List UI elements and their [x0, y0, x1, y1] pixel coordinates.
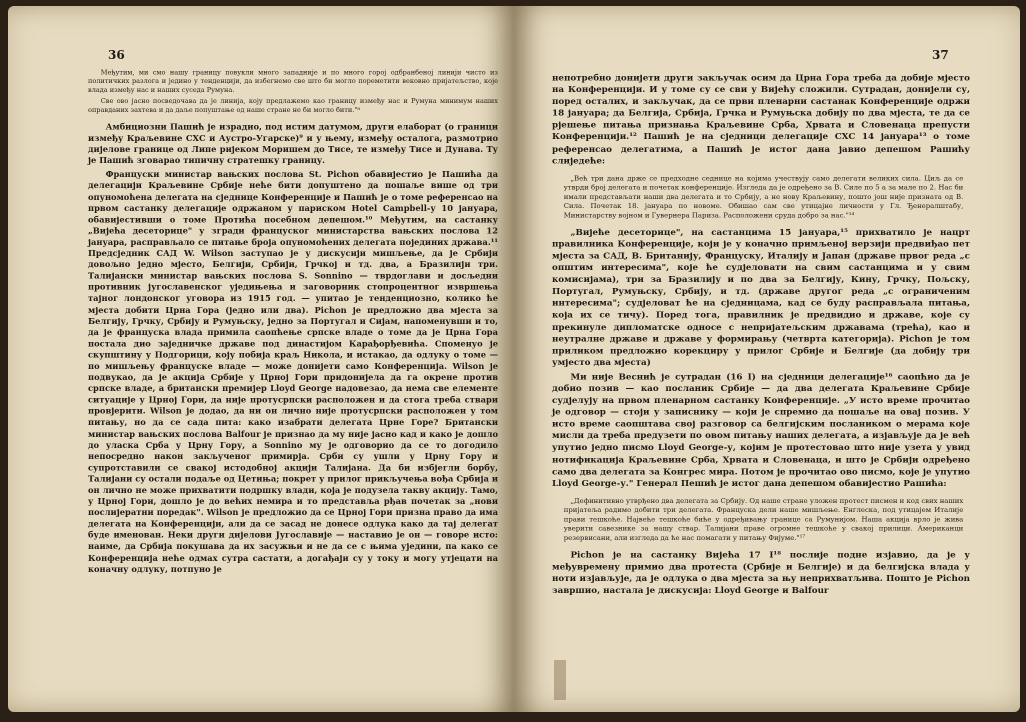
right-body-top — [552, 72, 970, 167]
quote-paragraph: „Већ три дана држе се предходне седнице на којима учествују само делегати великих сила. Циљ да се утврди број делегата и почетак конференције. Изгледа да је одређено за В. Силе по 5 а за мале по 2. Нас би имали представљати наши два делегата и то Србију, а не нову Краљевину, пошто још није призната од В. Сила. Почетак 18. јануара по новоме. Обишао сам све утицајне личности у Гл. Ђенералштабу, Министарству војном и Гувернера Париза. Расположени сруда добро за нас."¹⁴ — [563, 173, 964, 219]
body-paragraph: Ми није Веснић је сутрадан (16 I) на сједници делегације¹⁶ саопћио да је добио позив — као посланик Србије — да два делегата Краљевине Србије судјелују на првом пленарном састанку Конференције. „У исто време прочитао је одговор — стоји у записнику — који је спремио да пошаље на овај позив. У исто време саопштава свој разговор са белгијским послаником о мерама које мисли да треба предузети по овом питању наших делегата, а изјављује да је већ упутио једно писмо Lloyd George-у, којим је протестовао што није узета у увид нотификација Краљевине Срба, Хрвата и Словенаца, и што је Србији одређено само два делегата за Конгрес мира. Потом је прочитао ово писмо, које је упутио Lloyd George-у." Генерал Пешић је истог дана депешом обавијестио Рашића: — [552, 371, 970, 489]
right-body-bottom — [552, 549, 970, 596]
quote-paragraph: „Дефинитивно утврђено два делегата за Србију. Од наше стране уложен протест писмен и код свих наших пријатеља радимо добити три делегата. Француска дели наше мишљење. Енглеска, под утицајем Италије прави тешкоће. Највеће тешкоће биће у одређивању границе са Румунијом. Наша акција врло је жива уверити савезнике за нашу ствар. Талијани праве огромне тешкоће у свакој прилици. Американци резервисани, али изгледа да ће нас помагати у питању Фијуме."¹⁷ — [563, 496, 964, 542]
left-note-block — [88, 68, 498, 114]
note-paragraph: Све ово јасно посведочава да је линија, коју предлажемо као границу између нас и Румуна минимум наших оправданих захтева и да даље попуштање од наше стране не би могло бити."⁸ — [88, 96, 499, 114]
right-page — [514, 6, 1020, 712]
note-paragraph: Међутим, ми смо нашу границу повукли много западније и по много горој одбранбеној линији чисто из политичких разлога и једино у тенденцији, да избегнемо све што би могло пореметити вековно пријатељство, које влада између нас и наших суседа Румуна. — [88, 68, 499, 94]
left-text-column — [88, 68, 498, 577]
body-paragraph: Амбициозни Пашић је израдио, под истим датумом, други елаборат (о граници између Краљевине СХС и Аустро-Угарске)⁹ и у њему, између осталога, размотрио дијелове границе од Липе ријеком Моришем до Тисе, те између Тисе и Дунава. Ту је Пашић зговарао типичну стратешку границу. — [88, 122, 498, 166]
right-body-mid — [552, 226, 970, 489]
quote-block-2 — [564, 496, 964, 542]
body-paragraph: „Вијеће десеторице", на састанцима 15 јануара,¹⁵ прихватило је нацрт правилника Конференције, који је у коначно примљеној верзији предвиђао пет мјеста за САД, В. Британију, Француску, Италију и Јапан (државе првог реда „с општим интересима", које ће судјеловати на свим састанцима и у свим комисијама), три за Бразилију и по два за Белгију, Кину, Грчку, Пољску, Португал, Румуњску, Србију, и тд. (државе другог реда „с ограниченим интересима"; судјеловат ће на сједницама, кад се буду расправљала питања, која их се тичу). Поред тога, правилник је предвидио и државе, које су прекинуле дипломатске односе с непријатељским државама (трећа), као и неутралне државе и државе у формирању (четврта категорија). Pichon је том приликом предложио корекциру у прилог Србије и Белгије (да добију три умјесто два мјеста) — [552, 227, 970, 368]
page-number-right: 37 — [932, 48, 949, 62]
body-paragraph: Pichon је на састанку Вијећа 17 I¹⁸ послије подне изјавио, да је у међувремену примио два протеста (Србије и Белгије) и да белгијска влада у ноти изјављује, да је одлука о два мјеста за њу неприхватљива. Пошто је Pichon завршио, настала је дискусија: Lloyd George и Balfour — [552, 549, 970, 596]
page-edge-mark — [554, 660, 566, 700]
page-number-left: 36 — [108, 48, 125, 62]
left-body-block — [88, 122, 498, 575]
body-paragraph: непотребно донијети други закључак осим да Црна Гора треба да добије мјесто на Конференцији. И у томе су се сви у Вијећу сложили. Сутрадан, донијели су, поред осталих, и закључак, да се први пленарни састанак Конференције одржи 18 јануара; да Белгија, Србија, Грчка и Румуњска добију по два мјеста, те да се рјешење питања признања Краљевине Срба, Хрвата и Словенаца препусти Конференцији.¹² Пашић је на сједници делегације СХС 14 јануара¹³ о томе референсао делегатима, а Пашић је истог дана јавио депешом Рашићу слиједеће: — [552, 72, 970, 166]
right-text-column — [552, 72, 970, 599]
left-page — [8, 6, 514, 712]
quote-block-1 — [564, 173, 964, 219]
body-paragraph: Француски министар вањских послова St. Pichon обавијестио је Пашића да делегацији Краљевине Србије неће бити допуштено да пошаље више од три опуномоћена делегата на сједнице Конференције и Пашић је о томе референсао на првом састанку делегације одржаном у париском Hotel Campbell-у 10 јануара, обавијестивши о томе Протића посебном депешом.¹⁰ Међутим, на састанку „Вијећа десеторице" у згради француског министарства вањских послова 12 јануара, расправљало се питање броја опуномоћених делегата појединих држава.¹¹ Предсједник САД W. Wilson заступао је у дискусији мишљење, да је Србији довољно једно мјесто, Белгији, Србији, Грчкој и тд. два, а Бразилији три. Талијански министар вањских послова S. Sonnino — тврдоглави и досљедни противник југославенског уједињења и заговорник стопроцентног извршења тајног лондонског уговора из 1915 год. — упитао је тенденциозно, колико ће мјеста добити Црна Гора (једно или два). Pichon је предложио два мјеста за Белгију, Грчку, Србију и Румуњску, једно за Португал и Сијам, напоменувши и то, да је француска влада примила саопћење српске владе о томе да је Црна Гора постала дио заједничке државе под династијом Карађорђевића. Споменуо је скупштину у Подгорици, коју побија краљ Никола, и истакао, да одлуку о томе — по мишљењу француске владе — може донијети само Конференција. Wilson је подвукао, да је акција Србије у Црној Гори придонијела да га окрене против српске владе, а британски премијер Lloyd George надовезао, да нема све елементе ситуације у Црној Гори, да није протусрпски расположен и да стога треба ствари провјерити. Wilson је додао, да ни он лично није протусрпски расположен у том питању, но да се сада пита: како изабрати делегата Црне Горе? Британски министар вањских послова Balfour је признао да му није јасно кад и како је дошло до уласка Срба у Црну Гору, а Sonnino му је одговорио да се то догодило непосредно након закљученог примирја. Срби су ушли у Црну Гору и супротставили се свакој истодобној акцији Талијана. Да би избјегли борбу, Талијани су остали подаље од Цетиња; покрет у прилог прикључења вођа Србија и он лично не може прихватити подршку влади, која је подузела такву акцију. Тамо, у Црној Гори, дошло је до већих немира и то представља рђав почетак за „нови послијератни поредак". Wilson је предложио да се Црној Гори призна право да има делегата на Конференцији, али да се засад не донесе одлука како да тај делегат буде именован. Неки други дијелови Југославије — наставио је он — говоре исто: наиме, да Србија покушава да их засужњи и не да се с њима уједини, па како се Конференција неће одмах сутра састати, а догађаји су у току и могу утјецати на коначну одлуку, потпуно је — [88, 169, 498, 575]
